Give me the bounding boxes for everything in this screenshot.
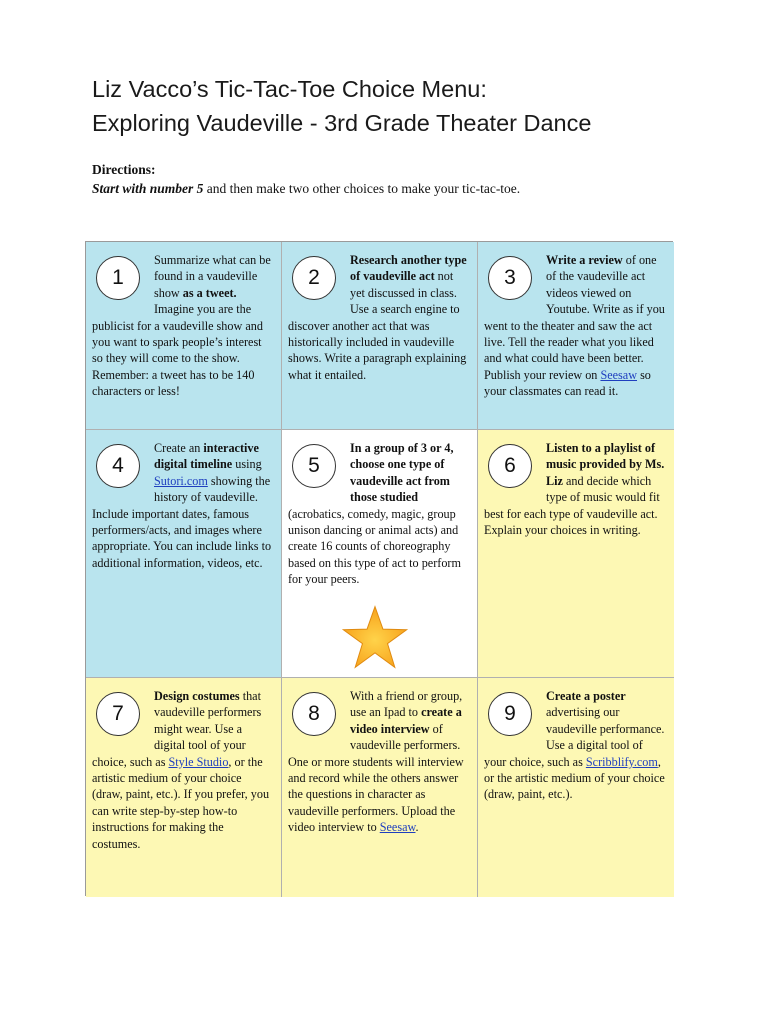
- star-shape: [343, 607, 406, 668]
- number-circle-4: 4: [96, 444, 140, 488]
- bold-text: interactive digital timeline: [154, 441, 259, 472]
- choice-cell-3: [478, 242, 674, 430]
- choice-cell-5: [282, 430, 478, 678]
- text: of vaudeville performers. One or more students will interview and record while the others answer the questions in character as vaudeville performers. Upload the video interview to: [288, 721, 464, 835]
- choice-cell-7: [86, 678, 282, 897]
- text: not yet discussed in class. Use a search engine to discover another act that was historically included in vaudeville shows. Write a paragraph explaining what it entailed.: [288, 269, 467, 382]
- link[interactable]: Style Studio: [168, 754, 229, 769]
- bold-text: Write a review: [546, 253, 623, 267]
- text: Summarize what can be found in a vaudeville show: [154, 253, 271, 300]
- bold-text: Design costumes: [154, 689, 240, 703]
- text: , or the artistic medium of your choice (draw, paint, etc.).: [484, 754, 665, 802]
- text: (acrobatics, comedy, magic, group unison dancing or animal acts) and create 16 counts of choreography based on this type of act to perform for your peers.: [288, 506, 461, 587]
- choice-cell-1: [86, 242, 282, 430]
- text: , or the artistic medium of your choice (draw, paint, etc.). If you prefer, you can write step-by-step how-to instructions for making the costumes.: [92, 754, 270, 851]
- number-circle-1: 1: [96, 256, 140, 300]
- title-line-1: Liz Vacco’s Tic-Tac-Toe Choice Menu:: [92, 76, 487, 102]
- text: showing the history of vaudeville. Include important dates, famous performers/acts, and images where appropriate. You can include links to additional information, videos, etc.: [92, 473, 272, 570]
- link[interactable]: Sutori.com: [154, 473, 208, 488]
- directions-emphasis: Start with number 5: [92, 181, 204, 196]
- number-circle-7: 7: [96, 692, 140, 736]
- number-circle-3: 3: [488, 256, 532, 300]
- text: Create an: [154, 441, 204, 455]
- text: With a friend or group, use an Ipad to: [350, 689, 463, 720]
- text: so your classmates can read it.: [484, 367, 651, 399]
- number-circle-6: 6: [488, 444, 532, 488]
- title-line-2: Exploring Vaudeville - 3rd Grade Theater Dance: [92, 110, 592, 136]
- link[interactable]: Seesaw: [379, 820, 416, 835]
- choice-cell-4: [86, 430, 282, 678]
- page-title: [92, 72, 591, 140]
- bold-text: Create a poster: [546, 689, 626, 703]
- directions-text: [92, 179, 520, 198]
- text: advertising our vaudeville performance. Use a digital tool of your choice, such as: [484, 705, 665, 769]
- choice-cell-9: [478, 678, 674, 897]
- choice-cell-2: [282, 242, 478, 430]
- number-circle-9: 9: [488, 692, 532, 736]
- number-circle-5: 5: [292, 444, 336, 488]
- choice-cell-8: [282, 678, 478, 897]
- text: Imagine you are the publicist for a vaudeville show and you want to spark people’s interest so they will come to the show. Remember: a tweet has to be 140 characters or less!: [92, 302, 263, 399]
- choice-grid: [85, 241, 673, 896]
- directions-label: Directions:: [92, 162, 156, 177]
- bold-text: Research another type of vaudeville act: [350, 253, 467, 284]
- text: of one of the vaudeville act videos viewed on Youtube. Write as if you went to the theater and saw the act live. Tell the reader what you liked and what could have been better. Publish your review on: [484, 253, 665, 382]
- link[interactable]: Scribblify.com: [585, 754, 658, 769]
- bold-text: create a video interview: [350, 705, 462, 736]
- text: that vaudeville performers might wear. Use a digital tool of your choice, such as: [92, 689, 262, 769]
- directions: [92, 160, 520, 198]
- star-icon: [342, 605, 408, 669]
- directions-rest: and then make two other choices to make your tic-tac-toe.: [203, 181, 521, 196]
- link[interactable]: Seesaw: [600, 367, 638, 382]
- text: and decide which type of music would fit best for each type of vaudeville act. Explain your choices in writing.: [484, 473, 660, 538]
- bold-text: Listen to a playlist of music provided by Ms. Liz: [546, 441, 665, 488]
- text: .: [415, 820, 419, 835]
- number-circle-8: 8: [292, 692, 336, 736]
- number-circle-2: 2: [292, 256, 336, 300]
- bold-text: In a group of 3 or 4, choose one type of vaudeville act from those studied: [350, 441, 454, 505]
- bold-text: as a tweet.: [182, 285, 237, 300]
- text: using: [232, 457, 262, 472]
- choice-cell-6: [478, 430, 674, 678]
